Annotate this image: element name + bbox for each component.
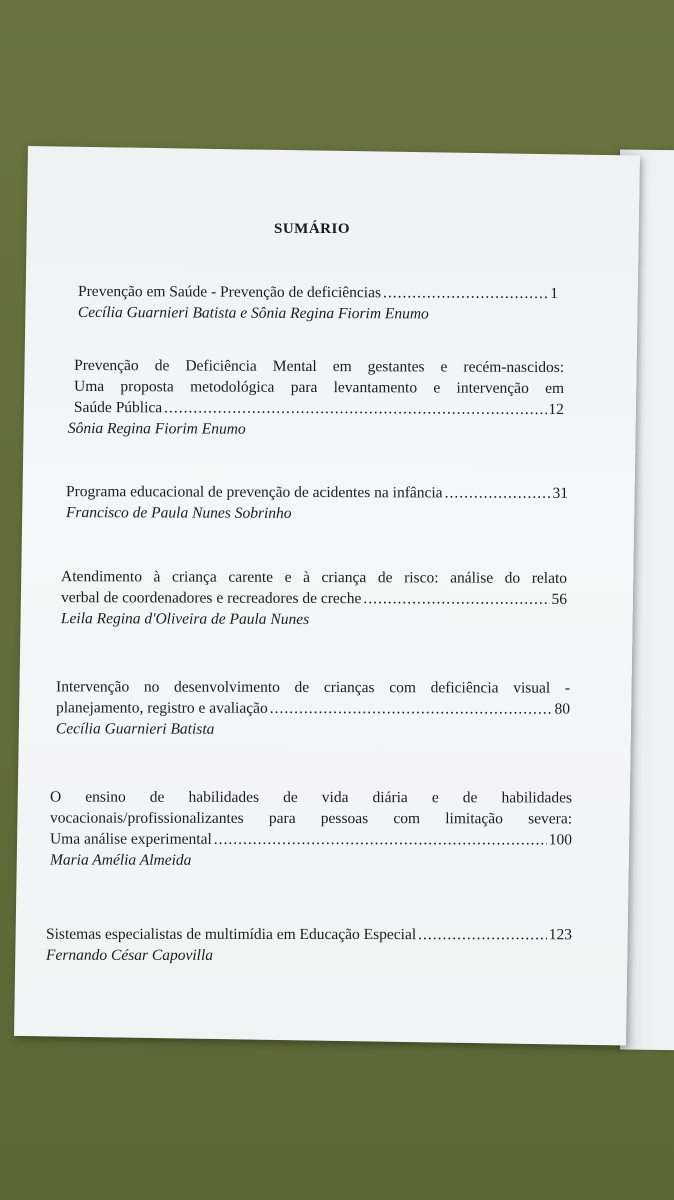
toc-entry-title-line: Atendimento à criança carente e à criança de risco: análise do relato <box>61 568 568 587</box>
toc-entry-title-line <box>56 697 570 719</box>
toc-entry-title-line <box>61 587 567 610</box>
toc-entry-page: 31 <box>552 484 569 502</box>
dot-leader <box>383 282 548 304</box>
toc-entry-title-line: Uma proposta metodológica para levantamento e intervenção em <box>74 377 565 398</box>
toc-entry <box>61 566 567 631</box>
toc-entry-author: Leila Regina d'Oliveira de Paula Nunes <box>60 610 310 628</box>
toc-entry-author: Cecília Guarnieri Batista <box>55 720 215 738</box>
toc-entry-page: 1 <box>550 285 559 303</box>
toc-entry-author: Fernando César Capovilla <box>45 946 214 964</box>
toc-entry-page: 80 <box>554 700 571 718</box>
toc-entry <box>46 924 572 966</box>
toc-entry-title: Sistemas especialistas de multimídia em Educação Especial <box>46 925 417 944</box>
dot-leader <box>270 698 553 720</box>
toc-entry-title: planejamento, registro e avaliação <box>55 699 268 717</box>
toc-entry-title: verbal de coordenadores e recreadores de creche <box>60 589 362 608</box>
toc-entry-title-line: O ensino de habilidades de vida diária e de habilidades <box>50 788 573 807</box>
page-title: SUMÁRIO <box>273 221 350 237</box>
toc-entry-title-line <box>46 924 572 945</box>
toc-entry <box>50 787 572 872</box>
toc-entry-title: Prevenção em Saúde - Prevenção de deficiências <box>78 282 382 302</box>
dot-leader <box>418 924 547 945</box>
toc-entry-page: 12 <box>548 401 564 419</box>
toc-entry <box>67 355 565 441</box>
dot-leader <box>363 588 549 610</box>
toc-entry <box>66 481 568 525</box>
toc-entry-page: 123 <box>548 926 573 944</box>
toc-entry-author: Cecília Guarnieri Batista e Sônia Regina Fiorim Enumo <box>77 303 429 323</box>
toc-entry-title: Uma análise experimental <box>49 830 212 848</box>
dot-leader <box>445 482 551 503</box>
toc-entry-title-line: Prevenção de Deficiência Mental em gestantes e recém-nascidos: <box>74 356 565 377</box>
dot-leader <box>164 397 546 420</box>
toc-entry-title-line: Intervenção no desenvolvimento de crianças com deficiência visual - <box>56 678 571 697</box>
toc-entry-author: Sônia Regina Fiorim Enumo <box>67 419 246 438</box>
toc-entry-title: Programa educacional de prevenção de acidentes na infância <box>66 483 443 502</box>
toc-entry-page: 100 <box>548 831 572 849</box>
toc-entry-title-line <box>66 481 568 504</box>
toc-entry-author: Francisco de Paula Nunes Sobrinho <box>65 504 292 522</box>
toc-entry-title: Saúde Pública <box>73 398 163 417</box>
toc-entry-page: 56 <box>551 590 568 608</box>
toc-entry-title-line <box>50 829 572 851</box>
toc-entry-author: Maria Amélia Almeida <box>49 851 192 869</box>
toc-entry <box>56 676 570 740</box>
toc-entry-title-line <box>74 397 564 420</box>
toc-entry-title-line <box>78 281 558 304</box>
toc-entry <box>78 281 558 325</box>
dot-leader <box>214 829 547 851</box>
toc-entry-title-line: vocacionais/profissionalizantes para pessoas com limitação severa: <box>50 809 573 828</box>
